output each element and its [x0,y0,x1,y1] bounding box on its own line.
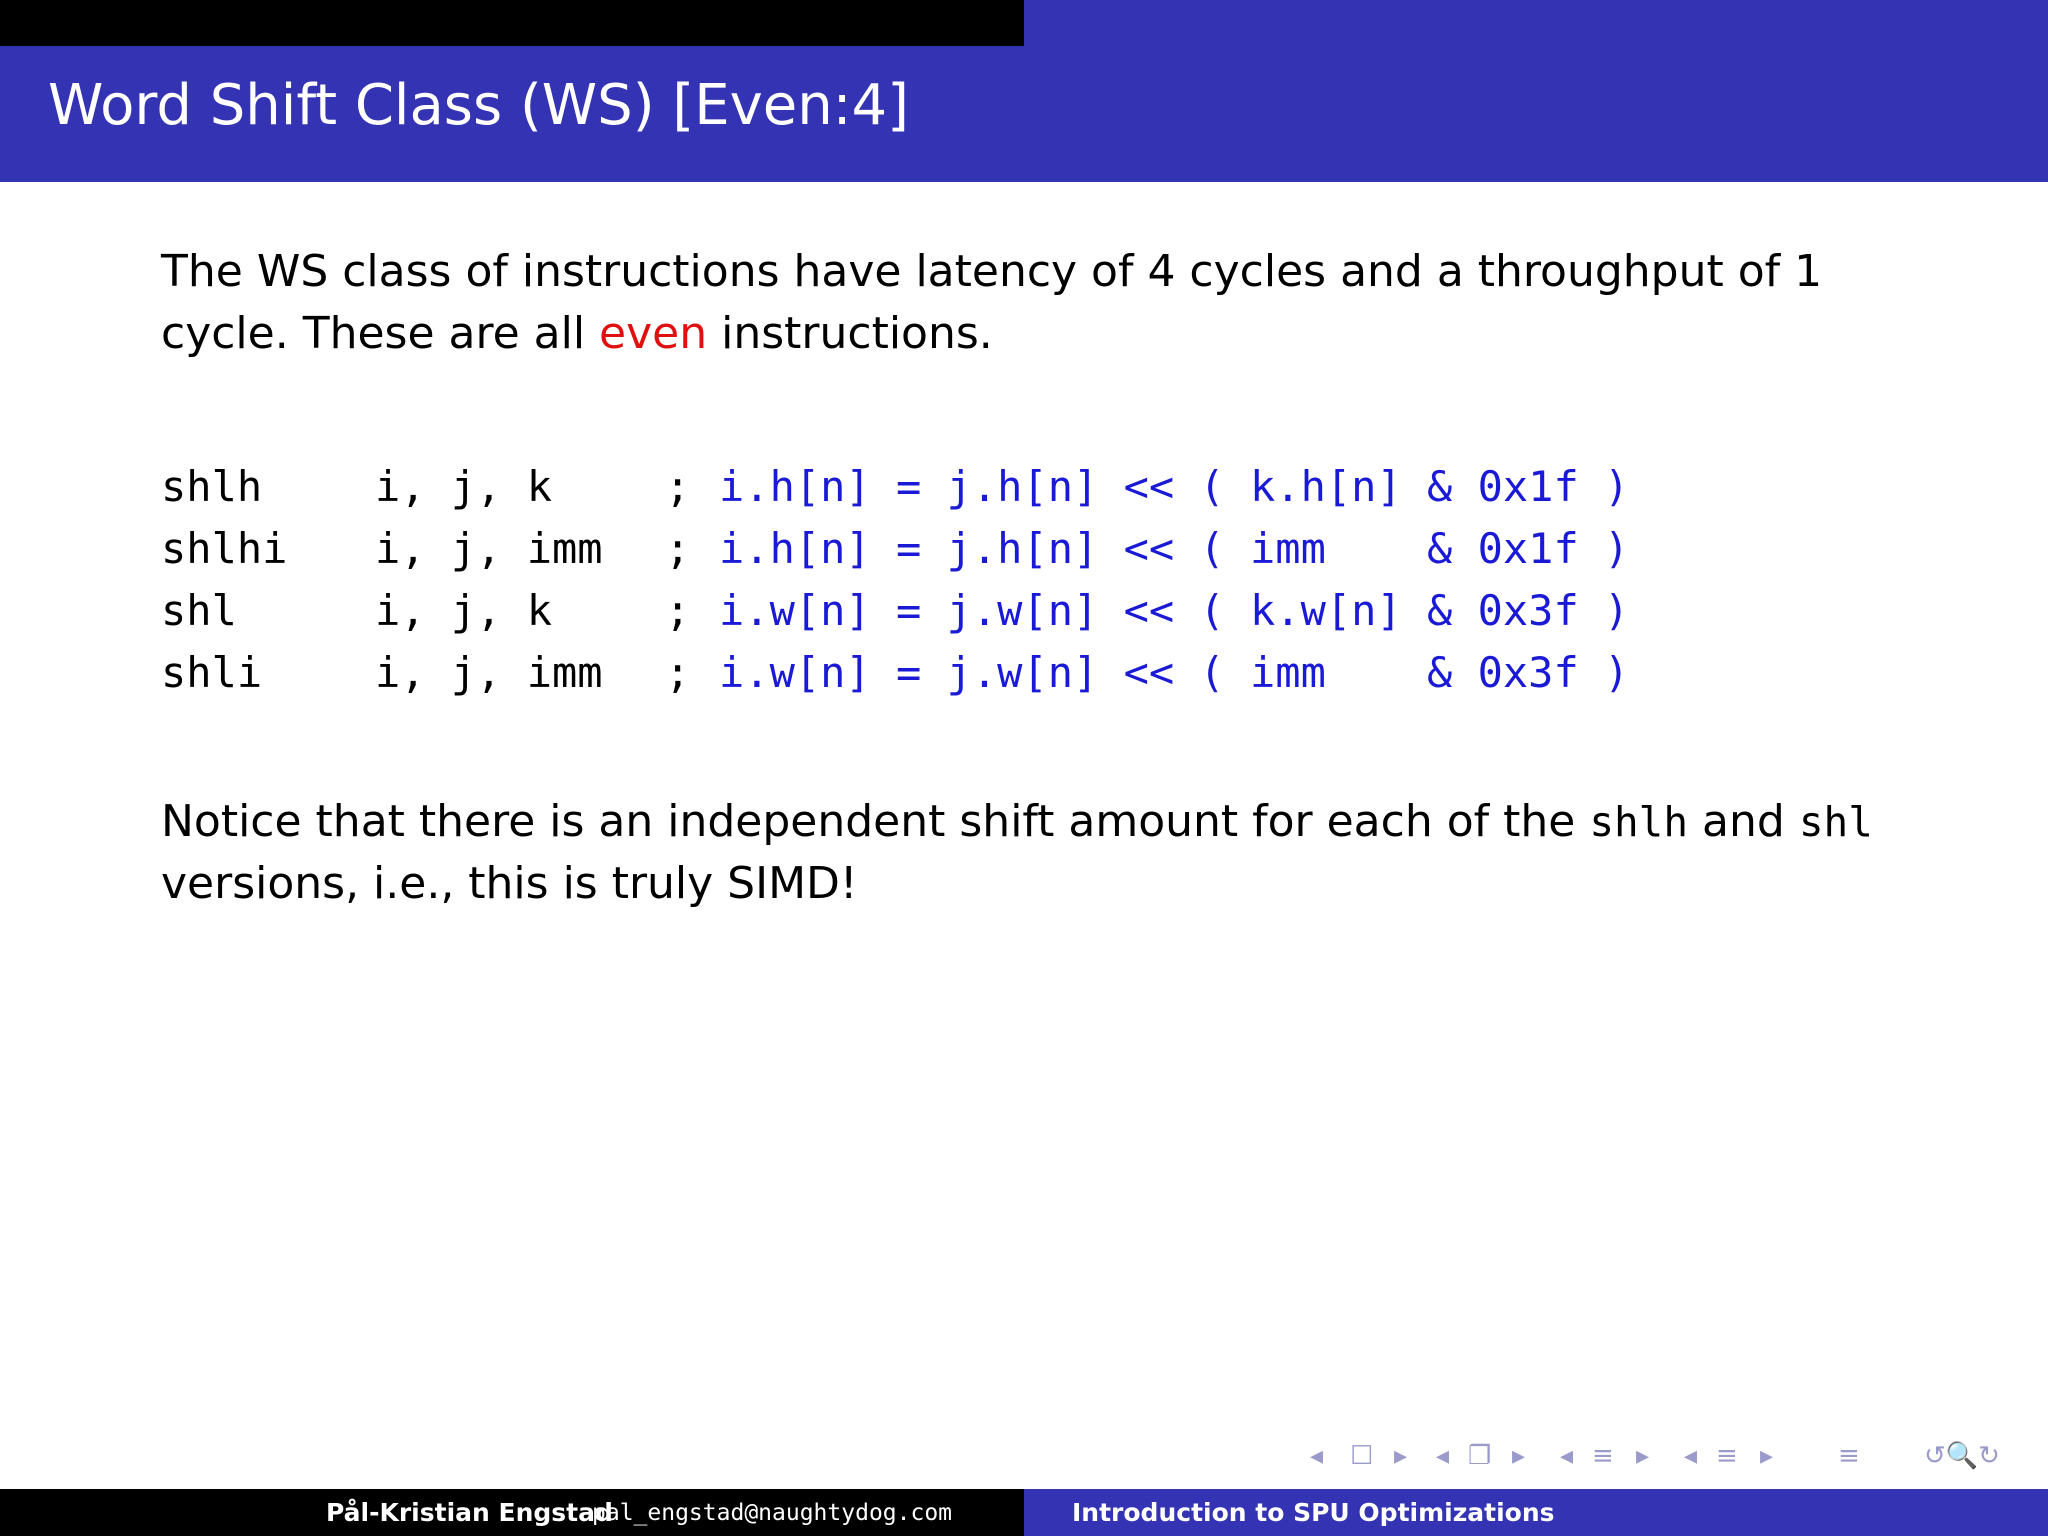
nav-left-arrow-icon[interactable]: ◂ [1436,1441,1450,1471]
code-line [161,456,1630,518]
code-comment: i.w[n] = j.w[n] << ( k.w[n] & 0x3f ) [719,586,1630,635]
footer-author: Pål-Kristian Engstad [326,1498,613,1527]
code-mnemonic: shl [161,586,237,635]
code-operands: i, j, k [375,586,553,635]
even-highlight: even [599,308,708,359]
nav-right-arrow-icon[interactable]: ▸ [1512,1441,1526,1471]
code-comment: i.w[n] = j.w[n] << ( imm & 0x3f ) [719,648,1630,697]
notice-paragraph [161,791,1921,915]
top-bar-right [1024,0,2048,46]
intro-paragraph [161,241,1921,365]
footer-talk-title: Introduction to SPU Optimizations [1072,1498,1555,1527]
footer-left [0,1489,1024,1536]
subsection-icon[interactable]: ❐ [1468,1441,1492,1471]
code-operands: i, j, imm [375,524,603,573]
code-comment: i.h[n] = j.h[n] << ( k.h[n] & 0x1f ) [719,462,1630,511]
nav-right-arrow-icon[interactable]: ▸ [1760,1441,1774,1471]
nav-right-arrow-icon[interactable]: ▸ [1636,1441,1650,1471]
nav-left-arrow-icon[interactable]: ◂ [1684,1441,1698,1471]
code-semicolon: ; [665,648,691,697]
code-semicolon: ; [665,586,691,635]
title-bar [0,46,2048,182]
search-icon[interactable]: ↺🔍↻ [1924,1441,2000,1471]
top-bar-left [0,0,1024,46]
code-block [161,456,1630,704]
code-line [161,642,1630,704]
code-semicolon: ; [665,524,691,573]
nav-left-arrow-icon[interactable]: ◂ [1560,1441,1574,1471]
nav-left-arrow-icon[interactable]: ◂ [1310,1441,1324,1471]
section-icon[interactable]: ≡ [1716,1441,1738,1471]
code-semicolon: ; [665,462,691,511]
code-mnemonic: shli [161,648,263,697]
slide-title: Word Shift Class (WS) [Even:4] [48,73,910,138]
notice-and: and [1688,796,1799,847]
code-line [161,518,1630,580]
notice-text-end: versions, i.e., this is truly SIMD! [161,858,858,909]
code-operands: i, j, k [375,462,553,511]
intro-text: The WS class of instructions have latency of 4 cycles and a throughput of 1 cycle. These are all [161,246,1823,359]
nav-right-arrow-icon[interactable]: ▸ [1394,1441,1408,1471]
code-operands: i, j, imm [375,648,603,697]
frame-icon[interactable]: ☐ [1350,1441,1374,1471]
code-mnemonic: shlh [161,462,263,511]
code-comment: i.h[n] = j.h[n] << ( imm & 0x1f ) [719,524,1630,573]
footer-right [1024,1489,2048,1536]
inline-code-shlh: shlh [1589,798,1689,846]
footer-email: pal_engstad@naughtydog.com [592,1500,953,1526]
code-line [161,580,1630,642]
toc-icon[interactable]: ≡ [1838,1441,1860,1471]
inline-code-shl: shl [1798,798,1873,846]
notice-text: Notice that there is an independent shift amount for each of the [161,796,1590,847]
intro-text-end: instructions. [707,308,993,359]
code-mnemonic: shlhi [161,524,288,573]
section-icon[interactable]: ≡ [1592,1441,1614,1471]
